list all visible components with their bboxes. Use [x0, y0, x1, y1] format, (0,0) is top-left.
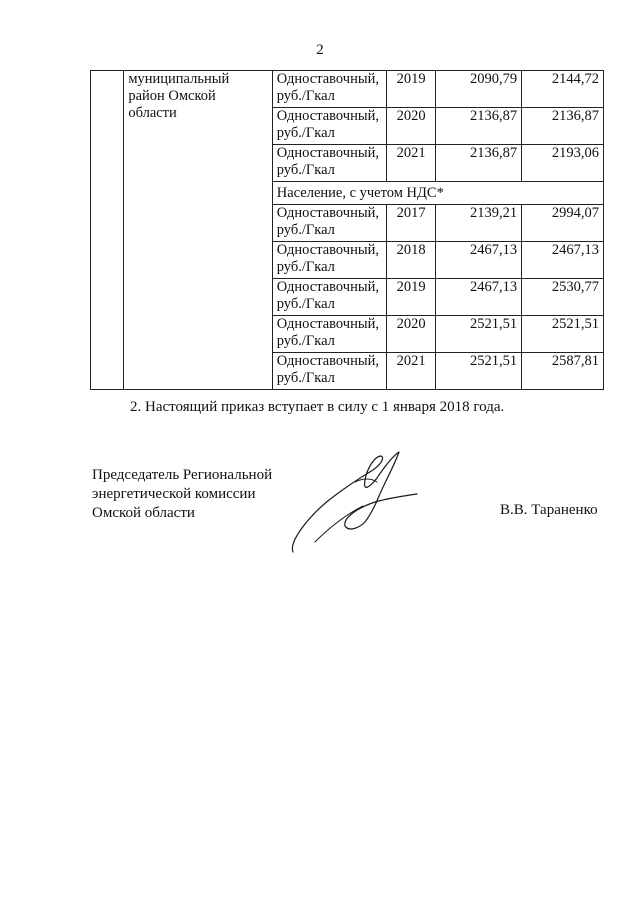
tariff-value-second-half: 2530,77: [522, 279, 604, 316]
tariff-type-cell: Одноставочный, руб./Гкал: [272, 242, 386, 279]
tariff-value-second-half: 2521,51: [522, 316, 604, 353]
tariff-type-cell: Одноставочный, руб./Гкал: [272, 205, 386, 242]
year-cell: 2019: [386, 71, 435, 108]
year-cell: 2020: [386, 108, 435, 145]
table-row: [91, 71, 604, 108]
signer-title: [92, 466, 312, 523]
tariff-value-first-half: 2467,13: [436, 279, 522, 316]
signer-name: В.В. Тараненко: [500, 502, 598, 518]
tariff-value-first-half: 2467,13: [436, 242, 522, 279]
tariff-value-second-half: 2193,06: [522, 145, 604, 182]
tariff-value-second-half: 2994,07: [522, 205, 604, 242]
year-cell: 2021: [386, 145, 435, 182]
handwritten-signature: [285, 448, 425, 558]
signer-title-line: Омской области: [92, 505, 195, 521]
tariff-value-second-half: 2587,81: [522, 353, 604, 390]
clause-2-text: 2. Настоящий приказ вступает в силу с 1 января 2018 года.: [130, 399, 505, 415]
year-cell: 2021: [386, 353, 435, 390]
tariff-value-second-half: 2136,87: [522, 108, 604, 145]
region-cell: муниципальный район Омской области: [124, 71, 272, 390]
year-cell: 2020: [386, 316, 435, 353]
blank-column-cell: [91, 71, 124, 390]
year-cell: 2019: [386, 279, 435, 316]
tariff-value-first-half: 2521,51: [436, 353, 522, 390]
tariff-value-first-half: 2136,87: [436, 145, 522, 182]
tariff-value-second-half: 2144,72: [522, 71, 604, 108]
tariff-value-first-half: 2139,21: [436, 205, 522, 242]
tariff-value-first-half: 2521,51: [436, 316, 522, 353]
year-cell: 2018: [386, 242, 435, 279]
signer-title-line: Председатель Региональной: [92, 467, 273, 483]
tariff-value-second-half: 2467,13: [522, 242, 604, 279]
population-group-label: Население, с учетом НДС*: [272, 182, 603, 205]
tariff-type-cell: Одноставочный, руб./Гкал: [272, 71, 386, 108]
year-cell: 2017: [386, 205, 435, 242]
tariff-value-first-half: 2136,87: [436, 108, 522, 145]
tariff-type-cell: Одноставочный, руб./Гкал: [272, 279, 386, 316]
tariff-type-cell: Одноставочный, руб./Гкал: [272, 145, 386, 182]
tariff-type-cell: Одноставочный, руб./Гкал: [272, 353, 386, 390]
signer-title-line: энергетической комиссии: [92, 486, 256, 502]
page-number: 2: [316, 42, 324, 58]
tariff-value-first-half: 2090,79: [436, 71, 522, 108]
tariff-table: [90, 70, 604, 390]
tariff-type-cell: Одноставочный, руб./Гкал: [272, 108, 386, 145]
tariff-type-cell: Одноставочный, руб./Гкал: [272, 316, 386, 353]
